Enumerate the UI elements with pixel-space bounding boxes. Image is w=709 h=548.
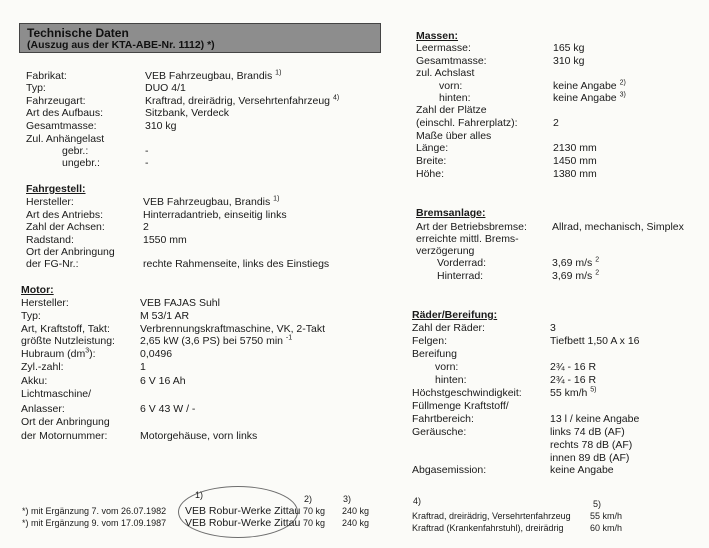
raeder-label-text: Bereifung xyxy=(412,348,457,360)
raeder-label-text: Füllmenge Kraftstoff/ xyxy=(412,400,509,412)
bremsanlage-label-text: Vorderrad: xyxy=(437,257,487,269)
massen-value-3 xyxy=(553,81,626,92)
fahrgestell-label-0 xyxy=(26,197,74,208)
fahrgestell-label-1 xyxy=(26,210,103,221)
raeder-value-9 xyxy=(550,440,632,451)
massen-value-sup: 2) xyxy=(619,79,626,87)
raeder-label-6 xyxy=(412,401,509,412)
massen-label-text: zul. Achslast xyxy=(416,67,475,79)
massen-value-text: 165 kg xyxy=(553,42,585,54)
motor-label-text: Ort der Anbringung xyxy=(21,416,110,428)
massen-heading: Massen: xyxy=(416,30,459,42)
massen-label-text: Höhe: xyxy=(416,168,445,180)
raeder-value-text: links 74 dB (AF) xyxy=(550,426,625,438)
fahrgestell-value-5 xyxy=(143,259,329,270)
massen-label-text: Breite: xyxy=(416,155,447,167)
motor-label-text: größte Nutzleistung: xyxy=(21,335,115,347)
motor-label-10 xyxy=(21,431,107,442)
bremsanlage-label-text: verzögerung xyxy=(416,245,475,257)
motor-label-text: Anlasser: xyxy=(21,403,65,415)
fn-right-type-2: Kraftrad (Krankenfahrstuhl), dreirädrig xyxy=(412,523,564,533)
fn-maker-1: VEB Robur-Werke Zittau xyxy=(185,505,301,517)
motor-value-text: Verbrennungskraftmaschine, VK, 2-Takt xyxy=(140,323,326,335)
raeder-value-text: 2¾ - 16 R xyxy=(550,361,597,373)
bremsanlage-value-text: 3,69 m/s xyxy=(552,270,593,282)
motor-label-5 xyxy=(21,362,64,373)
motor-value-text: M 53/1 AR xyxy=(140,310,190,322)
fahrgestell-value-1 xyxy=(143,210,287,221)
massen-label-9 xyxy=(416,156,446,167)
raeder-value-0 xyxy=(550,323,556,334)
motor-value-text: 0,0496 xyxy=(140,348,173,360)
bremsanlage-label-2 xyxy=(416,246,474,257)
fahrgestell-value-text: VEB Fahrzeugbau, Brandis xyxy=(143,196,271,208)
fn-right-header-4: 4) xyxy=(413,496,422,506)
general-value-1 xyxy=(145,83,186,94)
bremsanlage-value-0 xyxy=(552,222,684,233)
massen-label-text: Gesamtmasse: xyxy=(416,55,487,67)
motor-label-text: Akku: xyxy=(21,375,48,387)
motor-label-text: der Motornummer: xyxy=(21,430,108,442)
massen-label-4 xyxy=(439,93,471,104)
raeder-label-3 xyxy=(435,362,458,373)
massen-label-3 xyxy=(439,81,462,92)
raeder-value-5 xyxy=(550,388,597,399)
massen-value-text: 2 xyxy=(553,117,559,129)
fahrgestell-label-5 xyxy=(26,259,79,270)
general-value-text: - xyxy=(145,145,149,157)
motor-label-1 xyxy=(21,311,41,322)
massen-label-text: (einschl. Fahrerplatz): xyxy=(416,117,518,129)
massen-value-1 xyxy=(553,56,585,67)
raeder-value-text: 3 xyxy=(550,322,556,334)
general-label-text: Fabrikat: xyxy=(26,70,67,82)
fahrgestell-value-text: 1550 mm xyxy=(143,234,187,246)
general-value-3 xyxy=(145,108,229,119)
raeder-label-text: Höchstgeschwindigkeit: xyxy=(412,387,522,399)
general-label-text: Typ: xyxy=(26,82,46,94)
raeder-label-7 xyxy=(412,414,474,425)
fahrgestell-value-3 xyxy=(143,235,187,246)
motor-label-text: Art, Kraftstoff, Takt: xyxy=(21,323,110,335)
general-value-sup: 4) xyxy=(332,94,340,102)
motor-label-text: Hubraum (dm xyxy=(21,348,86,360)
motor-value-4 xyxy=(140,349,172,360)
general-value-text: Kraftrad, dreirädrig, Versehrtenfahrzeug xyxy=(145,95,331,107)
raeder-heading: Räder/Bereifung: xyxy=(412,309,498,321)
bremsanlage-label-text: erreichte mittl. Brems- xyxy=(416,233,519,245)
fahrgestell-label-3 xyxy=(26,235,74,246)
raeder-label-5 xyxy=(412,388,522,399)
massen-label-6 xyxy=(416,118,518,129)
fn-right-speed-2: 60 km/h xyxy=(590,523,623,533)
bremsanlage-label-text: Hinterrad: xyxy=(437,270,484,282)
raeder-label-text: hinten: xyxy=(435,374,467,386)
fn-right-type-1: Kraftrad, dreirädrig, Versehrtenfahrzeug xyxy=(412,511,571,521)
general-label-3 xyxy=(26,108,103,119)
massen-value-4 xyxy=(553,93,626,104)
raeder-value-10 xyxy=(550,453,629,464)
massen-value-sup: 3) xyxy=(619,91,626,99)
motor-label-4 xyxy=(21,349,96,360)
motor-value-5 xyxy=(140,362,146,373)
raeder-label-1 xyxy=(412,336,447,347)
massen-value-text: 1380 mm xyxy=(553,168,597,180)
motor-value-text: 6 V 16 Ah xyxy=(140,375,186,387)
fahrgestell-value-text: rechte Rahmenseite, links des Einstiegs xyxy=(143,258,330,270)
raeder-label-text: Fahrtbereich: xyxy=(412,413,474,425)
motor-label-7 xyxy=(21,389,91,400)
general-label-text: gebr.: xyxy=(62,145,89,157)
fahrgestell-value-text: 2 xyxy=(143,221,149,233)
general-value-0 xyxy=(145,71,281,82)
motor-label-0 xyxy=(21,298,69,309)
fahrgestell-label-text: Zahl der Achsen: xyxy=(26,221,105,233)
raeder-label-text: Geräusche: xyxy=(412,426,467,438)
motor-label-8 xyxy=(21,404,65,415)
general-label-text: ungebr.: xyxy=(62,157,100,169)
fahrgestell-label-2 xyxy=(26,222,105,233)
raeder-value-8 xyxy=(550,427,625,438)
bremsanlage-label-1 xyxy=(416,234,519,245)
raeder-label-8 xyxy=(412,427,466,438)
general-label-4 xyxy=(26,121,97,132)
massen-value-text: 2130 mm xyxy=(553,142,597,154)
motor-value-text: Motorgehäuse, vorn links xyxy=(140,430,258,442)
massen-value-8 xyxy=(553,143,597,154)
general-label-6 xyxy=(62,146,88,157)
raeder-value-11 xyxy=(550,465,614,476)
bremsanlage-value-sup: 2 xyxy=(595,269,600,277)
general-label-7 xyxy=(62,158,100,169)
fn-note-2: *) mit Ergänzung 9. vom 17.09.1987 xyxy=(22,518,167,528)
massen-label-8 xyxy=(416,143,448,154)
motor-value-text: 1 xyxy=(140,361,146,373)
motor-label-end: ): xyxy=(89,348,96,360)
fahrgestell-label-text: Radstand: xyxy=(26,234,74,246)
raeder-label-text: vorn: xyxy=(435,361,459,373)
raeder-value-sup: 5) xyxy=(590,386,597,394)
motor-value-text: 2,65 kW (3,6 PS) bei 5750 min xyxy=(140,335,283,347)
fn-v3-2: 240 kg xyxy=(342,518,370,528)
fn-v3-1: 240 kg xyxy=(342,506,370,516)
motor-value-6 xyxy=(140,376,186,387)
general-label-text: Zul. Anhängelast xyxy=(26,133,105,145)
massen-value-10 xyxy=(553,169,597,180)
massen-label-5 xyxy=(416,105,487,116)
general-label-text: Fahrzeugart: xyxy=(26,95,86,107)
raeder-value-3 xyxy=(550,362,596,373)
general-label-5 xyxy=(26,134,104,145)
fahrgestell-label-4 xyxy=(26,247,115,258)
massen-value-text: keine Angabe xyxy=(553,80,617,92)
motor-label-sup: 3 xyxy=(85,347,90,355)
massen-label-10 xyxy=(416,169,444,180)
fahrgestell-value-sup: 1) xyxy=(273,195,280,203)
raeder-value-text: rechts 78 dB (AF) xyxy=(550,439,633,451)
raeder-label-text: Abgasemission: xyxy=(412,464,487,476)
fn-col-header-3: 3) xyxy=(343,494,352,504)
bremsanlage-value-3 xyxy=(552,258,599,269)
fahrgestell-label-text: Hersteller: xyxy=(26,196,74,208)
motor-value-8 xyxy=(140,404,195,415)
massen-label-2 xyxy=(416,68,474,79)
massen-value-6 xyxy=(553,118,559,129)
fn-note-1: *) mit Ergänzung 7. vom 26.07.1982 xyxy=(22,506,167,516)
fahrgestell-heading: Fahrgestell: xyxy=(26,183,86,195)
general-value-text: VEB Fahrzeugbau, Brandis xyxy=(145,70,273,82)
motor-label-9 xyxy=(21,417,110,428)
general-label-1 xyxy=(26,83,46,94)
document-subtitle: (Auszug aus der KTA-ABE-Nr. 1112) *) xyxy=(27,39,215,51)
motor-value-3 xyxy=(140,336,292,347)
raeder-value-1 xyxy=(550,336,640,347)
massen-label-1 xyxy=(416,56,487,67)
motor-value-2 xyxy=(140,324,325,335)
fn-v2-2: 70 kg xyxy=(303,518,326,528)
general-label-0 xyxy=(26,71,67,82)
motor-label-text: Lichtmaschine/ xyxy=(21,388,92,400)
raeder-value-text: innen 89 dB (AF) xyxy=(550,452,630,464)
massen-label-7 xyxy=(416,131,491,142)
massen-label-text: Zahl der Plätze xyxy=(416,104,487,116)
motor-value-sup: -1 xyxy=(285,334,293,342)
bremsanlage-heading: Bremsanlage: xyxy=(416,207,486,219)
bremsanlage-label-3 xyxy=(437,258,486,269)
motor-label-6 xyxy=(21,376,47,387)
general-value-2 xyxy=(145,96,339,107)
fahrgestell-label-text: Ort der Anbringung xyxy=(26,246,115,258)
fahrgestell-label-text: der FG-Nr.: xyxy=(26,258,79,270)
general-value-text: DUO 4/1 xyxy=(145,82,186,94)
raeder-label-text: Zahl der Räder: xyxy=(412,322,485,334)
motor-value-text: VEB FAJAS Suhl xyxy=(140,297,220,309)
fahrgestell-value-2 xyxy=(143,222,149,233)
raeder-value-text: 2¾ - 16 R xyxy=(550,374,597,386)
fahrgestell-label-text: Art des Antriebs: xyxy=(26,209,104,221)
motor-label-2 xyxy=(21,324,110,335)
bremsanlage-label-text: Art der Betriebsbremse: xyxy=(416,221,527,233)
general-value-6 xyxy=(145,146,149,157)
general-value-text: Sitzbank, Verdeck xyxy=(145,107,230,119)
massen-label-0 xyxy=(416,43,471,54)
motor-heading: Motor: xyxy=(21,284,54,296)
raeder-label-0 xyxy=(412,323,485,334)
massen-label-text: hinten: xyxy=(439,92,471,104)
general-value-4 xyxy=(145,121,177,132)
motor-label-text: Hersteller: xyxy=(21,297,69,309)
raeder-label-11 xyxy=(412,465,486,476)
bremsanlage-label-0 xyxy=(416,222,527,233)
raeder-label-2 xyxy=(412,349,457,360)
motor-value-text: 6 V 43 W / - xyxy=(140,403,196,415)
motor-label-text: Zyl.-zahl: xyxy=(21,361,64,373)
massen-value-text: 310 kg xyxy=(553,55,585,67)
massen-label-text: Leermasse: xyxy=(416,42,471,54)
fahrgestell-value-text: Hinterradantrieb, einseitig links xyxy=(143,209,287,221)
fahrgestell-value-0 xyxy=(143,197,279,208)
massen-label-text: Maße über alles xyxy=(416,130,492,142)
bremsanlage-value-text: 3,69 m/s xyxy=(552,257,593,269)
massen-value-9 xyxy=(553,156,597,167)
title-box xyxy=(19,23,381,53)
raeder-value-text: keine Angabe xyxy=(550,464,614,476)
general-label-text: Gesamtmasse: xyxy=(26,120,97,132)
raeder-label-4 xyxy=(435,375,467,386)
motor-label-text: Typ: xyxy=(21,310,41,322)
fn-col-header-2: 2) xyxy=(304,494,313,504)
general-value-text: - xyxy=(145,157,149,169)
motor-value-10 xyxy=(140,431,257,442)
raeder-value-text: Tiefbett 1,50 A x 16 xyxy=(550,335,640,347)
general-value-sup: 1) xyxy=(275,69,282,77)
motor-value-1 xyxy=(140,311,189,322)
bremsanlage-value-4 xyxy=(552,271,599,282)
general-value-text: 310 kg xyxy=(145,120,177,132)
fn-right-speed-1: 55 km/h xyxy=(590,511,623,521)
massen-value-0 xyxy=(553,43,585,54)
fn-right-header-5: 5) xyxy=(593,499,602,509)
document-title: Technische Daten xyxy=(27,26,129,40)
motor-value-0 xyxy=(140,298,220,309)
massen-value-text: 1450 mm xyxy=(553,155,597,167)
general-label-2 xyxy=(26,96,86,107)
raeder-label-text: Felgen: xyxy=(412,335,448,347)
massen-value-text: keine Angabe xyxy=(553,92,617,104)
raeder-value-text: 55 km/h xyxy=(550,387,588,399)
raeder-value-4 xyxy=(550,375,596,386)
bremsanlage-value-text: Allrad, mechanisch, Simplex xyxy=(552,221,684,233)
fn-v2-1: 70 kg xyxy=(303,506,326,516)
motor-label-3 xyxy=(21,336,115,347)
general-value-7 xyxy=(145,158,149,169)
general-label-text: Art des Aufbaus: xyxy=(26,107,104,119)
massen-label-text: vorn: xyxy=(439,80,463,92)
bremsanlage-label-4 xyxy=(437,271,483,282)
bremsanlage-value-sup: 2 xyxy=(595,256,600,264)
fn-maker-2: VEB Robur-Werke Zittau xyxy=(185,517,301,529)
raeder-value-7 xyxy=(550,414,639,425)
fn-col-header-1: 1) xyxy=(195,490,204,500)
raeder-value-text: 13 l / keine Angabe xyxy=(550,413,640,425)
massen-label-text: Länge: xyxy=(416,142,449,154)
